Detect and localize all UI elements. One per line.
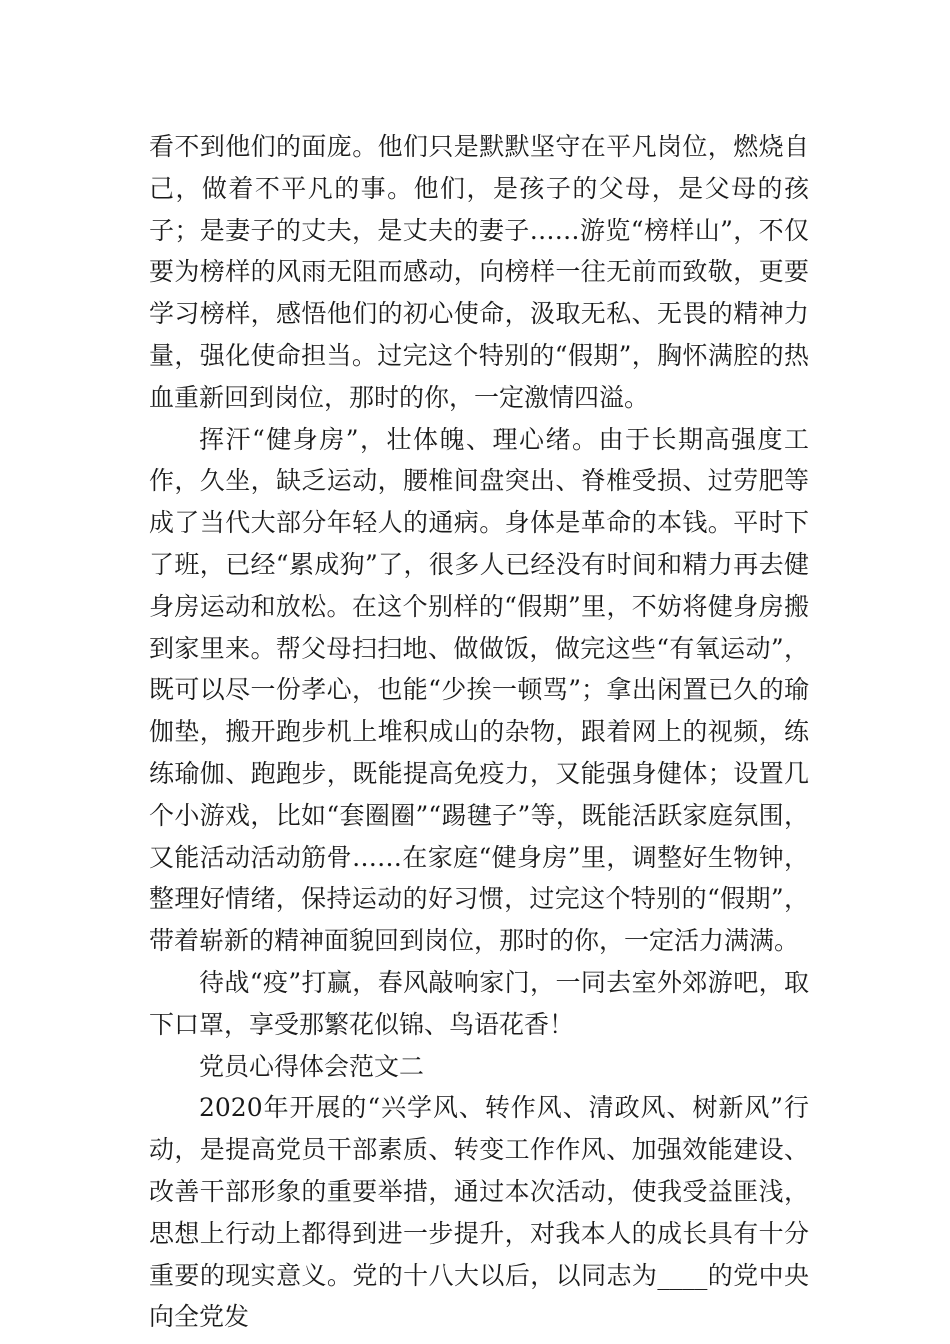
paragraph-continuation: 看不到他们的面庞。他们只是默默坚守在平凡岗位，燃烧自己，做着不平凡的事。他们，是孩子的父母，是父母的孩子；是妻子的丈夫，是丈夫的妻子……游览“榜样山”，不仅要为榜样的风雨无阻而感动，向榜样一往无前而致敬，更要学习榜样，感悟他们的初心使命，汲取无私、无畏的精神力量，强化使命担当。过完这个特别的“假期”，胸怀满腔的热血重新回到岗位，那时的你，一定激情四溢。 [149,132,809,412]
paragraph-gym: 挥汗“健身房”，壮体魄、理心绪。由于长期高强度工作，久坐，缺乏运动，腰椎间盘突出、脊椎受损、过劳肥等成了当代大部分年轻人的通病。身体是革命的本钱。平时下了班，已经“累成狗”了，很多人已经没有时间和精力再去健身房运动和放松。在这个别样的“假期”里，不妨将健身房搬到家里来。帮父母扫扫地、做做饭，做完这些“有氧运动”，既可以尽一份孝心，也能“少挨一顿骂”；拿出闲置已久的瑜伽垫，搬开跑步机上堆积成山的杂物，跟着网上的视频，练练瑜伽、跑跑步，既能提高免疫力，又能强身健体；设置几个小游戏，比如“套圈圈”“踢毽子”等，既能活跃家庭氛围，又能活动活动筋骨……在家庭“健身房”里，调整好生物钟，整理好情绪，保持运动的好习惯，过完这个特别的“假期”，带着崭新的精神面貌回到岗位，那时的你，一定活力满满。 [149,424,809,956]
paragraph-2020-campaign: 2020年开展的“兴学风、转作风、清政风、树新风”行动，是提高党员干部素质、转变工作作风、加强效能建设、改善干部形象的重要举措，通过本次活动，使我受益匪浅，思想上行动上都得到进一步提升，对我本人的成长具有十分重要的现实意义。党的十八大以后，以同志为____的党中央向全党发 [149,1093,809,1332]
section-heading: 党员心得体会范文二 [199,1051,425,1081]
paragraph-outing: 待战“疫”打赢，春风敲响家门，一同去室外郊游吧，取下口罩，享受那繁花似锦、鸟语花香！ [149,967,809,1039]
document-body [149,126,809,1338]
